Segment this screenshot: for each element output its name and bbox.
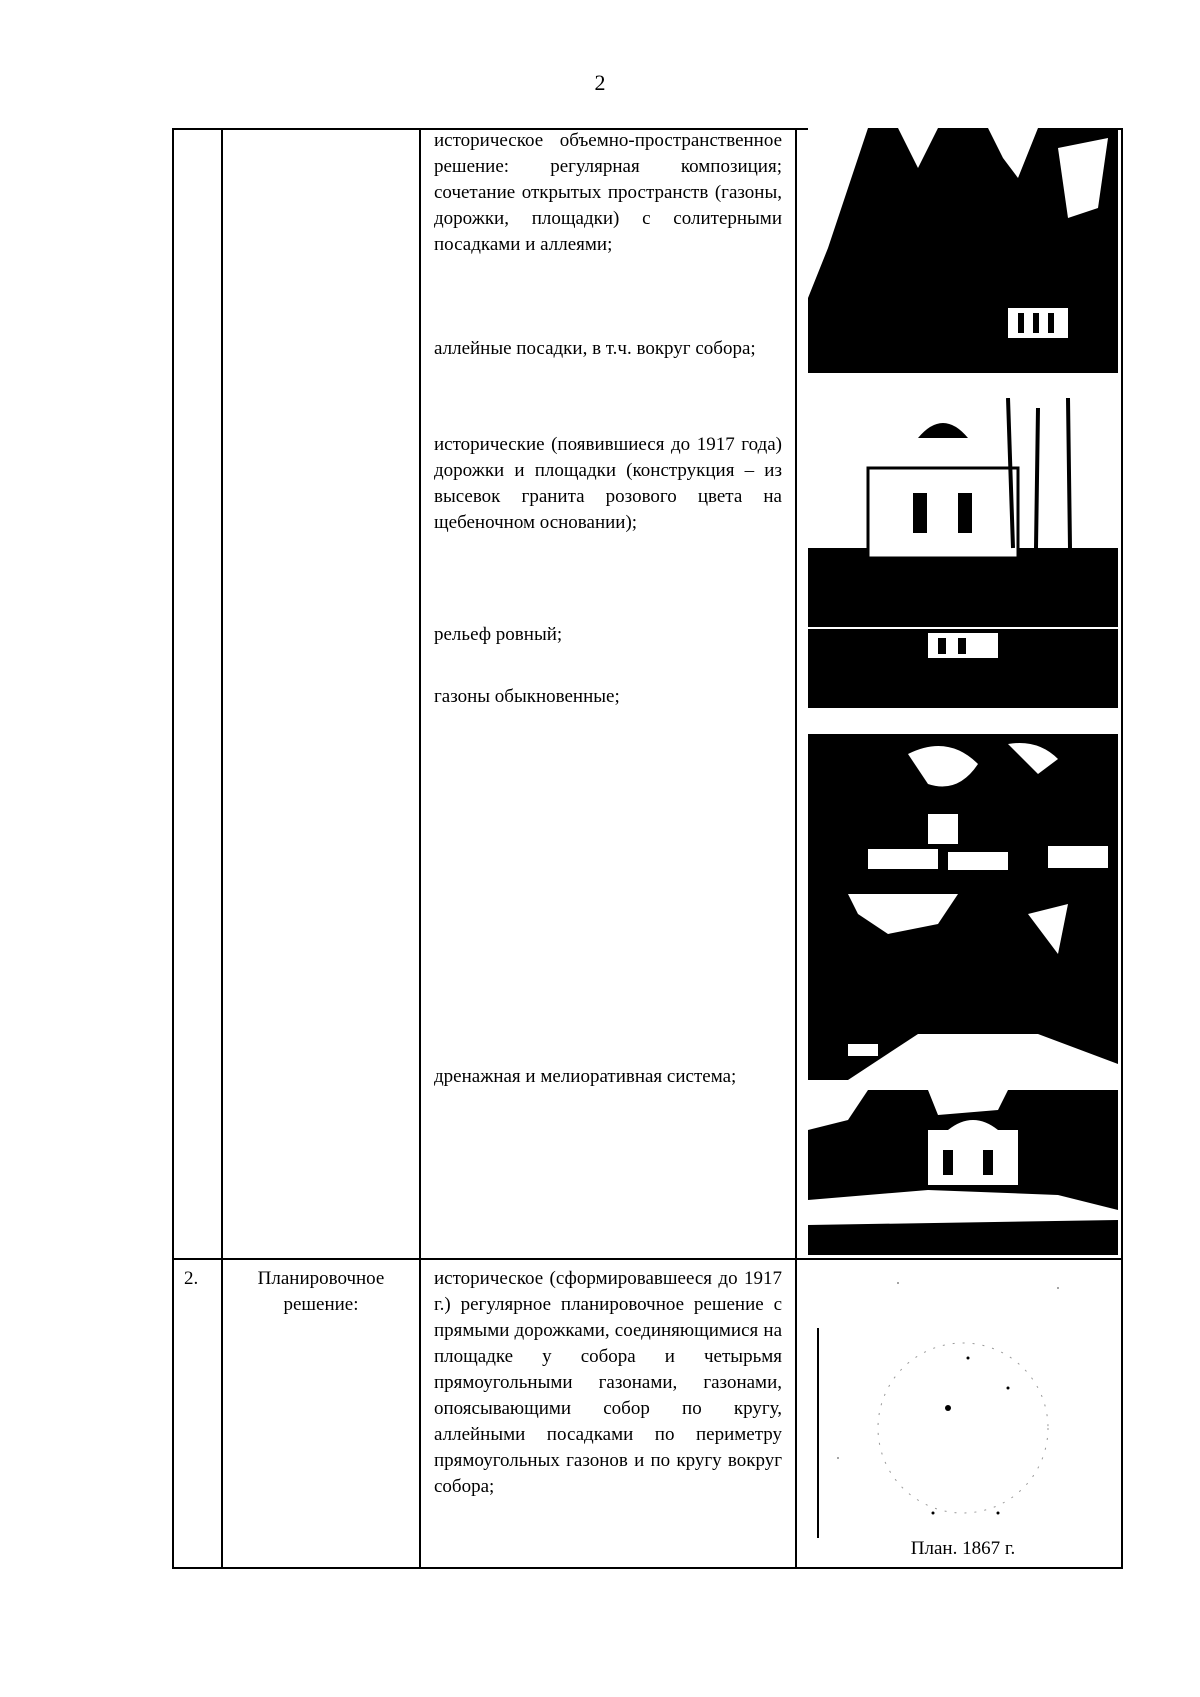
item-alley-plantings: аллейные посадки, в т.ч. вокруг собора; [434,338,756,359]
plan-1867-image [808,1268,1118,1538]
photo-parked-cars [808,734,1118,894]
page-number: 2 [594,70,606,95]
photo-tree-alley [808,894,1118,1080]
row2-name-line1: Планировочное [257,1268,385,1289]
row2-number: 2. [184,1268,199,1289]
row2-description: историческое (сформировавшееся до 1917 г.) регулярное планировочное решение с прямыми дорожками, соединяющимися на площадке у собора и четырьмя прямоугольными газонами, газонами, опоясывающими собор по кругу, аллейными посадками по периметру прямоугольных газонов и по кругу вокруг собора; [434,1268,782,1497]
table-col-divider-2 [419,128,421,1569]
table-row-divider [172,1258,1123,1260]
table-border-left [172,128,174,1569]
table-col-divider-3 [795,128,797,1569]
table-border-right [1121,128,1123,1569]
row2-name-line2: решение: [283,1294,359,1315]
item-drainage-system: дренажная и мелиоративная система; [434,1066,737,1087]
table-border-bottom [172,1567,1123,1569]
table-col-divider-1 [221,128,223,1569]
item-volumetric-solution: историческое объемно-пространственное решение: регулярная композиция; сочетание открытых пространств (газоны, дорожки, площадки) с солитерными посадками и аллеями; [434,130,782,255]
item-historic-paths: исторические (появившиеся до 1917 года) дорожки и площадки (конструкция – из высевок гранита розового цвета на щебеночном основании); [434,434,782,533]
photo-trees-building [808,128,1118,373]
item-relief: рельеф ровный; [434,624,563,645]
photo-cathedral-winter [808,398,1118,708]
item-lawns: газоны обыкновенные; [434,686,620,707]
plan-caption: План. 1867 г. [910,1538,1016,1559]
photo-cathedral-park [808,1090,1118,1255]
document-table [172,128,1123,1569]
